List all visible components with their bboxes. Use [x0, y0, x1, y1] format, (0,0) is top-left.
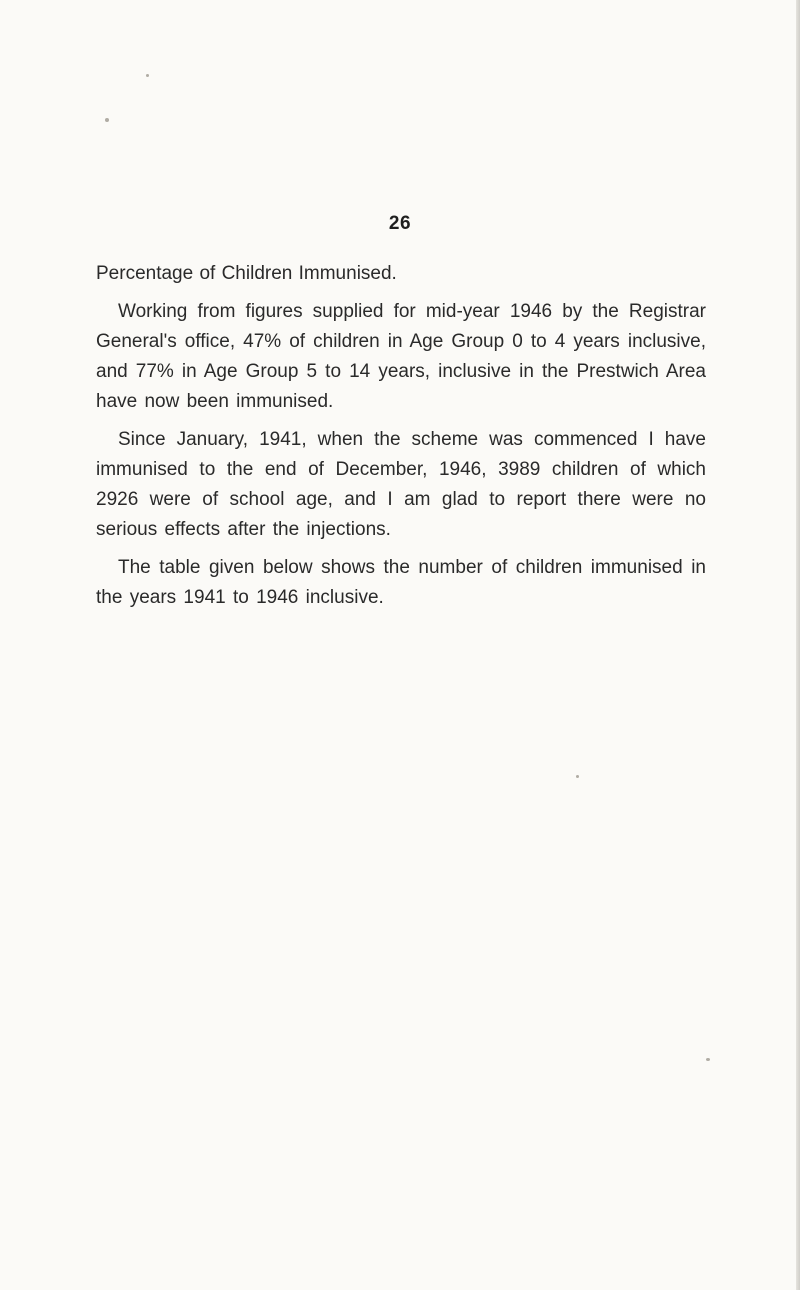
- paragraph-table-intro: The table given below shows the number of children immunised in the years 1941 to 1946 inclusive.: [96, 557, 706, 608]
- paper-speck: [105, 118, 109, 122]
- page-edge: [796, 0, 800, 1290]
- document-body: [96, 259, 706, 613]
- paper-speck: [146, 74, 149, 77]
- page-number: 26: [388, 213, 412, 234]
- paper-speck: [706, 1058, 710, 1061]
- section-heading: Percentage of Children Immunised.: [96, 263, 397, 284]
- paragraph-scheme-summary: Since January, 1941, when the scheme was commenced I have immunised to the end of December, 1946, 3989 children of which 2926 were of school age, and I am glad to report there were no serious effects after the injections.: [96, 429, 706, 540]
- paragraph-immunisation-percentages: Working from figures supplied for mid-year 1946 by the Registrar General's office, 47% of children in Age Group 0 to 4 years inclusive, and 77% in Age Group 5 to 14 years, inclusive in the Prestwich Area have now been immunised.: [96, 301, 706, 412]
- paper-speck: [576, 775, 579, 778]
